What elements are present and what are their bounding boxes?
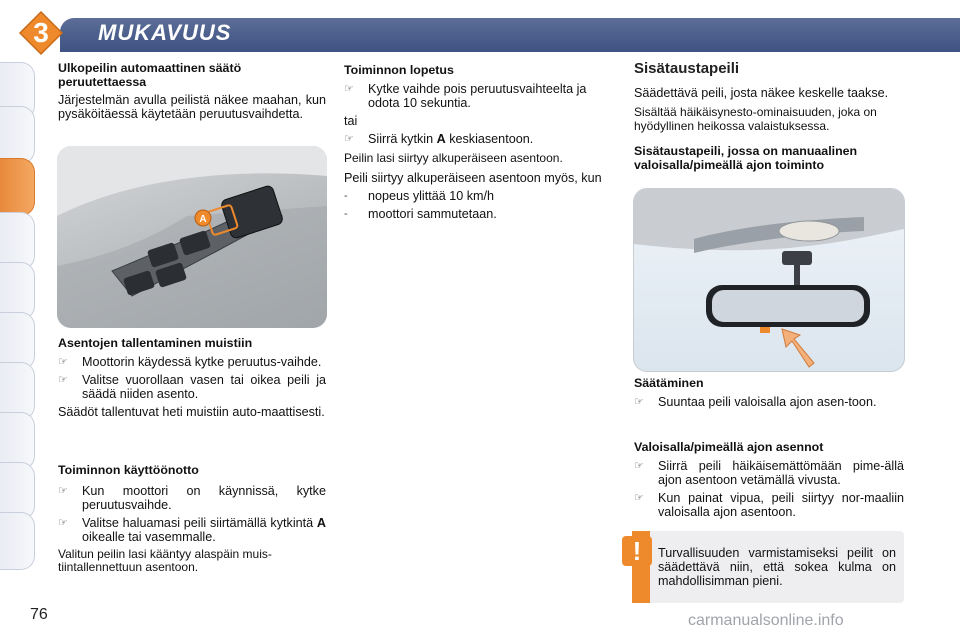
pointer-icon: ☞	[634, 395, 644, 408]
memory-note: Säädöt tallentuvat heti muistiin auto-maattisesti.	[58, 404, 325, 419]
activation-heading: Toiminnon käyttöönotto	[58, 463, 199, 477]
pointer-icon: ☞	[344, 132, 354, 145]
door-control-illustration	[57, 146, 327, 328]
rear-mirror-illustration	[633, 188, 905, 372]
chapter-tab-10[interactable]	[0, 512, 35, 570]
adjust-section	[634, 377, 904, 409]
warning-text: Turvallisuuden varmistamiseksi peilit on säädettävä niin, että sokea kulma on mahdollisimman pieni.	[658, 546, 896, 588]
stop-section	[344, 64, 616, 221]
dash-item-1: - nopeus ylittää 10 km/h	[344, 189, 495, 203]
chapter-number: 3	[33, 17, 49, 48]
mirror-drawing	[634, 189, 904, 371]
return-note: Peilin lasi siirtyy alkuperäiseen asentoon.	[344, 150, 563, 165]
manual-heading: Sisätaustapeili, jossa on manuaalinen valoisalla/pimeällä ajon toiminto	[634, 144, 858, 172]
feature-text: Sisältää häikäisynesto-ominaisuuden, joka on hyödyllinen heikossa valaistuksessa.	[634, 105, 877, 133]
activation-note: Valitun peilin lasi kääntyy alaspäin muis-tiintallennettuun asentoon.	[58, 546, 272, 574]
pointer-icon: ☞	[58, 355, 68, 368]
or-word: tai	[344, 113, 358, 128]
also-note: Peili siirtyy alkuperäiseen asentoon myös, kun	[344, 171, 602, 185]
pointer-icon: ☞	[58, 516, 68, 529]
daynight-bullet-2: ☞ Kun painat vipua, peili siirtyy nor-maaliin valoisalla ajon asentoon.	[634, 490, 904, 519]
adjust-heading: Säätäminen	[634, 376, 704, 390]
activation-bullet-1: ☞ Kun moottori on käynnissä, kytke peruutusvaihde.	[58, 483, 326, 512]
watermark: carmanualsonline.info	[688, 612, 844, 629]
pointer-icon: ☞	[344, 82, 354, 95]
memory-bullet-2: ☞ Valitse vuorollaan vasen tai oikea peili ja säädä niiden asento.	[58, 372, 326, 401]
page-title: MUKAVUUS	[98, 20, 232, 45]
adjust-bullet: ☞ Suuntaa peili valoisalla ajon asen-toon.	[634, 394, 877, 409]
door-panel-illustration	[57, 146, 327, 328]
memory-section	[58, 337, 326, 419]
stop-heading: Toiminnon lopetus	[344, 63, 454, 77]
exterior-text: Järjestelmän avulla peilistä näkee maahan, kun pysäköitäessä käytetään peruutusvaihdetta.	[58, 93, 326, 121]
daynight-heading: Valoisalla/pimeällä ajon asennot	[634, 440, 824, 454]
exterior-mirror-section	[58, 62, 326, 121]
activation-section	[58, 464, 326, 575]
pointer-icon: ☞	[634, 491, 644, 504]
stop-bullet-2: ☞ Siirrä kytkin A keskiasentoon.	[344, 131, 534, 146]
door-label-a: A	[199, 214, 207, 225]
intro-text: Säädettävä peili, josta näkee keskelle taakse.	[634, 86, 889, 100]
chapter-tab-3-active[interactable]	[0, 158, 35, 216]
warning-icon: !	[622, 536, 652, 566]
page-number: 76	[30, 606, 48, 623]
section-title: Sisätaustapeili	[634, 60, 740, 77]
daynight-bullet-1: ☞ Siirrä peili häikäisemättömään pime-ällä ajon asentoon vetämällä vivusta.	[634, 458, 904, 487]
activation-bullet-2: ☞ Valitse haluamasi peili siirtämällä kytkintä A oikealle tai vasemmalle.	[58, 515, 327, 544]
exterior-heading: Ulkopeilin automaattinen säätö peruutettaessa	[58, 61, 242, 89]
chapter-tab-2[interactable]	[0, 106, 35, 164]
pointer-icon: ☞	[634, 459, 644, 472]
daynight-section	[634, 441, 904, 519]
pointer-icon: ☞	[58, 373, 68, 386]
memory-bullet-1: ☞ Moottorin käydessä kytke peruutus-vaihde.	[58, 354, 322, 369]
interior-mirror-section	[634, 62, 904, 172]
dash-item-2: - moottori sammutetaan.	[344, 207, 497, 221]
stop-bullet-1: ☞ Kytke vaihde pois peruutusvaihteelta ja odota 10 sekuntia.	[344, 81, 587, 110]
memory-heading: Asentojen tallentaminen muistiin	[58, 336, 253, 350]
pointer-icon: ☞	[58, 484, 68, 497]
